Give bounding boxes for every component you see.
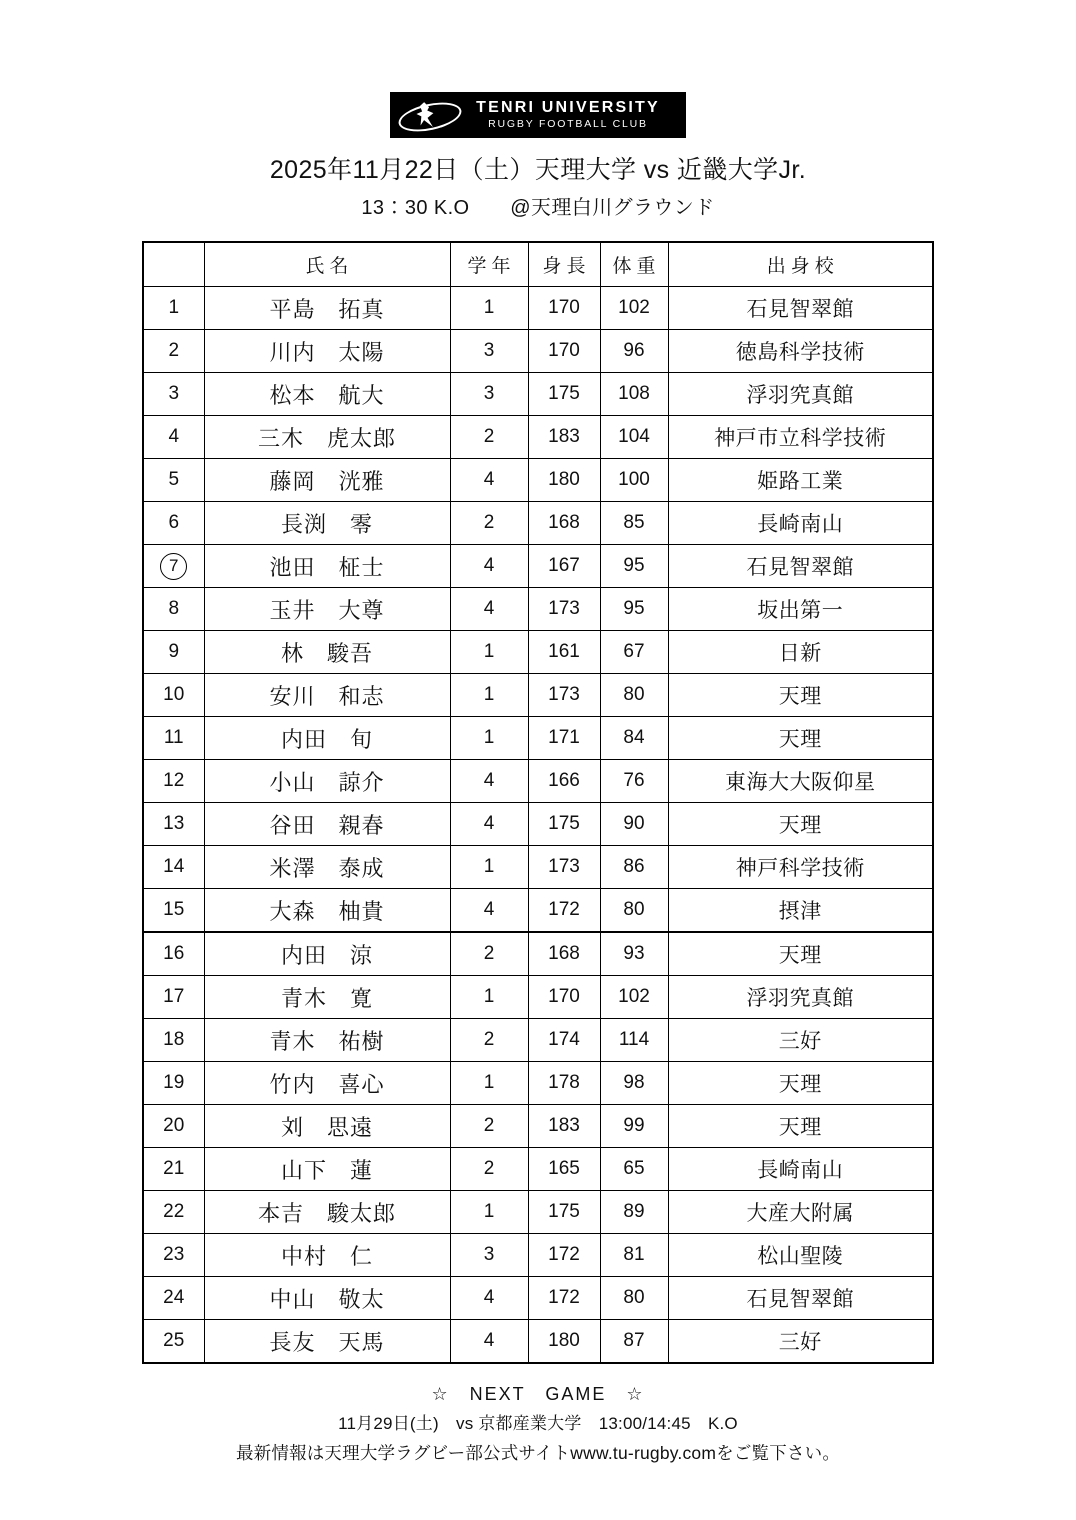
cell-weight: 89	[600, 1191, 668, 1234]
table-row	[143, 1148, 933, 1191]
cell-weight: 84	[600, 717, 668, 760]
cell-school: 石見智翠館	[668, 1277, 933, 1320]
cell-weight: 67	[600, 631, 668, 674]
cell-name: 池田 柾士	[204, 545, 450, 588]
cell-name: 安川 和志	[204, 674, 450, 717]
cell-weight: 99	[600, 1105, 668, 1148]
footer	[0, 1381, 1076, 1466]
roster-table	[142, 241, 934, 1364]
cell-height: 161	[528, 631, 600, 674]
cell-weight: 80	[600, 889, 668, 933]
cell-school: 浮羽究真館	[668, 976, 933, 1019]
cell-school: 長崎南山	[668, 1148, 933, 1191]
roster-table-wrap	[0, 241, 1076, 1364]
table-row	[143, 502, 933, 545]
cell-weight: 80	[600, 674, 668, 717]
cell-school: 天理	[668, 1062, 933, 1105]
cell-name: 大森 柚貴	[204, 889, 450, 933]
cell-number: 25	[143, 1320, 204, 1364]
cell-school: 天理	[668, 932, 933, 976]
next-game-detail: 11月29日(土) vs 京都産業大学 13:00/14:45 K.O	[338, 1414, 738, 1434]
cell-school: 天理	[668, 803, 933, 846]
cell-name: 米澤 泰成	[204, 846, 450, 889]
cell-school: 摂津	[668, 889, 933, 933]
cell-number: 1	[143, 287, 204, 330]
cell-year: 3	[450, 1234, 528, 1277]
column-header-weight: 体重	[600, 242, 668, 287]
cell-year: 2	[450, 1019, 528, 1062]
cell-height: 173	[528, 846, 600, 889]
captain-marker: 7	[160, 553, 187, 580]
cell-height: 168	[528, 932, 600, 976]
table-row	[143, 1234, 933, 1277]
cell-height: 175	[528, 803, 600, 846]
cell-number: 19	[143, 1062, 204, 1105]
cell-school: 姫路工業	[668, 459, 933, 502]
cell-name: 玉井 大尊	[204, 588, 450, 631]
logo-banner	[390, 92, 686, 138]
cell-number: 20	[143, 1105, 204, 1148]
logo-line-1: TENRI UNIVERSITY	[476, 99, 660, 117]
cell-number: 8	[143, 588, 204, 631]
cell-height: 171	[528, 717, 600, 760]
cell-height: 178	[528, 1062, 600, 1105]
cell-height: 175	[528, 373, 600, 416]
cell-year: 4	[450, 889, 528, 933]
cell-height: 172	[528, 1277, 600, 1320]
table-row	[143, 416, 933, 459]
cell-height: 183	[528, 416, 600, 459]
cell-height: 173	[528, 674, 600, 717]
cell-number: 17	[143, 976, 204, 1019]
cell-school: 浮羽究真館	[668, 373, 933, 416]
cell-weight: 102	[600, 287, 668, 330]
cell-number: 11	[143, 717, 204, 760]
cell-number: 4	[143, 416, 204, 459]
table-row	[143, 803, 933, 846]
cell-weight: 80	[600, 1277, 668, 1320]
cell-number: 16	[143, 932, 204, 976]
table-row	[143, 1062, 933, 1105]
cell-school: 神戸科学技術	[668, 846, 933, 889]
table-row	[143, 717, 933, 760]
cell-number: 2	[143, 330, 204, 373]
table-row	[143, 1191, 933, 1234]
cell-height: 180	[528, 459, 600, 502]
cell-height: 167	[528, 545, 600, 588]
cell-school: 天理	[668, 1105, 933, 1148]
column-header-name: 氏名	[204, 242, 450, 287]
cell-number: 6	[143, 502, 204, 545]
cell-name: 林 駿吾	[204, 631, 450, 674]
cell-number: 3	[143, 373, 204, 416]
cell-weight: 76	[600, 760, 668, 803]
cell-weight: 96	[600, 330, 668, 373]
cell-height: 174	[528, 1019, 600, 1062]
table-row	[143, 1105, 933, 1148]
table-row	[143, 545, 933, 588]
cell-height: 170	[528, 330, 600, 373]
cell-name: 内田 涼	[204, 932, 450, 976]
bird-oval-emblem-icon	[396, 96, 462, 134]
logo-text	[462, 100, 680, 130]
cell-number: 23	[143, 1234, 204, 1277]
cell-height: 165	[528, 1148, 600, 1191]
cell-name: 小山 諒介	[204, 760, 450, 803]
cell-name: 本吉 駿太郎	[204, 1191, 450, 1234]
column-header-year: 学年	[450, 242, 528, 287]
cell-school: 日新	[668, 631, 933, 674]
cell-height: 172	[528, 889, 600, 933]
cell-year: 1	[450, 846, 528, 889]
table-row	[143, 631, 933, 674]
cell-year: 1	[450, 1062, 528, 1105]
cell-weight: 87	[600, 1320, 668, 1364]
cell-school: 松山聖陵	[668, 1234, 933, 1277]
cell-year: 2	[450, 502, 528, 545]
cell-year: 4	[450, 1277, 528, 1320]
cell-year: 2	[450, 416, 528, 459]
cell-year: 4	[450, 588, 528, 631]
cell-height: 175	[528, 1191, 600, 1234]
cell-weight: 81	[600, 1234, 668, 1277]
column-header-number	[143, 242, 204, 287]
table-row	[143, 1019, 933, 1062]
next-game-label: ☆ NEXT GAME ☆	[431, 1384, 645, 1405]
cell-height: 170	[528, 976, 600, 1019]
cell-number: 22	[143, 1191, 204, 1234]
cell-height: 172	[528, 1234, 600, 1277]
cell-name: 川内 太陽	[204, 330, 450, 373]
cell-weight: 98	[600, 1062, 668, 1105]
column-header-height: 身長	[528, 242, 600, 287]
table-row	[143, 846, 933, 889]
cell-year: 1	[450, 287, 528, 330]
cell-name: 谷田 親春	[204, 803, 450, 846]
table-row	[143, 287, 933, 330]
cell-year: 4	[450, 545, 528, 588]
cell-school: 天理	[668, 674, 933, 717]
table-row	[143, 932, 933, 976]
table-row	[143, 760, 933, 803]
cell-year: 2	[450, 1148, 528, 1191]
cell-height: 168	[528, 502, 600, 545]
cell-year: 4	[450, 459, 528, 502]
cell-school: 三好	[668, 1019, 933, 1062]
cell-year: 1	[450, 1191, 528, 1234]
cell-year: 1	[450, 717, 528, 760]
cell-name: 青木 寛	[204, 976, 450, 1019]
cell-number: 13	[143, 803, 204, 846]
cell-year: 1	[450, 976, 528, 1019]
cell-name: 内田 旬	[204, 717, 450, 760]
cell-number: 24	[143, 1277, 204, 1320]
table-header-row	[143, 242, 933, 287]
cell-number: 5	[143, 459, 204, 502]
cell-year: 2	[450, 1105, 528, 1148]
cell-year: 1	[450, 674, 528, 717]
cell-number: 9	[143, 631, 204, 674]
cell-year: 4	[450, 803, 528, 846]
cell-height: 173	[528, 588, 600, 631]
cell-name: 藤岡 洸雅	[204, 459, 450, 502]
cell-weight: 102	[600, 976, 668, 1019]
cell-weight: 95	[600, 588, 668, 631]
cell-year: 4	[450, 1320, 528, 1364]
cell-school: 神戸市立科学技術	[668, 416, 933, 459]
cell-weight: 108	[600, 373, 668, 416]
cell-weight: 95	[600, 545, 668, 588]
cell-number: 12	[143, 760, 204, 803]
cell-weight: 100	[600, 459, 668, 502]
cell-school: 大産大附属	[668, 1191, 933, 1234]
cell-name: 中山 敬太	[204, 1277, 450, 1320]
match-subtitle: 13：30 K.O @天理白川グラウンド	[361, 197, 715, 220]
page-title: 2025年11月22日（土）天理大学 vs 近畿大学Jr.	[269, 156, 807, 184]
cell-name: 竹内 喜心	[204, 1062, 450, 1105]
cell-weight: 65	[600, 1148, 668, 1191]
table-row	[143, 588, 933, 631]
cell-weight: 93	[600, 932, 668, 976]
cell-number: 15	[143, 889, 204, 933]
cell-school: 坂出第一	[668, 588, 933, 631]
table-row	[143, 976, 933, 1019]
cell-weight: 114	[600, 1019, 668, 1062]
column-header-school: 出身校	[668, 242, 933, 287]
cell-number: 21	[143, 1148, 204, 1191]
cell-weight: 86	[600, 846, 668, 889]
table-row	[143, 330, 933, 373]
cell-name: 三木 虎太郎	[204, 416, 450, 459]
cell-school: 石見智翠館	[668, 545, 933, 588]
cell-year: 3	[450, 373, 528, 416]
cell-height: 183	[528, 1105, 600, 1148]
cell-year: 2	[450, 932, 528, 976]
cell-school: 天理	[668, 717, 933, 760]
cell-name: 青木 祐樹	[204, 1019, 450, 1062]
cell-height: 170	[528, 287, 600, 330]
cell-weight: 104	[600, 416, 668, 459]
cell-number: 10	[143, 674, 204, 717]
cell-weight: 85	[600, 502, 668, 545]
cell-name: 平島 拓真	[204, 287, 450, 330]
cell-name: 刘 思遠	[204, 1105, 450, 1148]
logo-line-2: RUGBY FOOTBALL CLUB	[488, 117, 648, 130]
cell-name: 中村 仁	[204, 1234, 450, 1277]
cell-name: 松本 航大	[204, 373, 450, 416]
cell-year: 4	[450, 760, 528, 803]
table-row	[143, 1320, 933, 1364]
cell-number: 14	[143, 846, 204, 889]
cell-school: 三好	[668, 1320, 933, 1364]
cell-number: 18	[143, 1019, 204, 1062]
cell-school: 石見智翠館	[668, 287, 933, 330]
cell-weight: 90	[600, 803, 668, 846]
table-row	[143, 459, 933, 502]
cell-name: 長友 天馬	[204, 1320, 450, 1364]
cell-year: 1	[450, 631, 528, 674]
cell-school: 東海大大阪仰星	[668, 760, 933, 803]
table-row	[143, 889, 933, 933]
cell-school: 徳島科学技術	[668, 330, 933, 373]
cell-height: 180	[528, 1320, 600, 1364]
cell-year: 3	[450, 330, 528, 373]
cell-name: 長渕 零	[204, 502, 450, 545]
table-row	[143, 1277, 933, 1320]
official-site-notice: 最新情報は天理大学ラグビー部公式サイトwww.tu-rugby.comをご覧下さい。	[235, 1442, 841, 1463]
table-row	[143, 373, 933, 416]
cell-number	[143, 545, 204, 588]
table-row	[143, 674, 933, 717]
cell-school: 長崎南山	[668, 502, 933, 545]
match-header	[0, 155, 1076, 220]
team-logo	[0, 0, 1076, 138]
cell-height: 166	[528, 760, 600, 803]
cell-name: 山下 蓮	[204, 1148, 450, 1191]
